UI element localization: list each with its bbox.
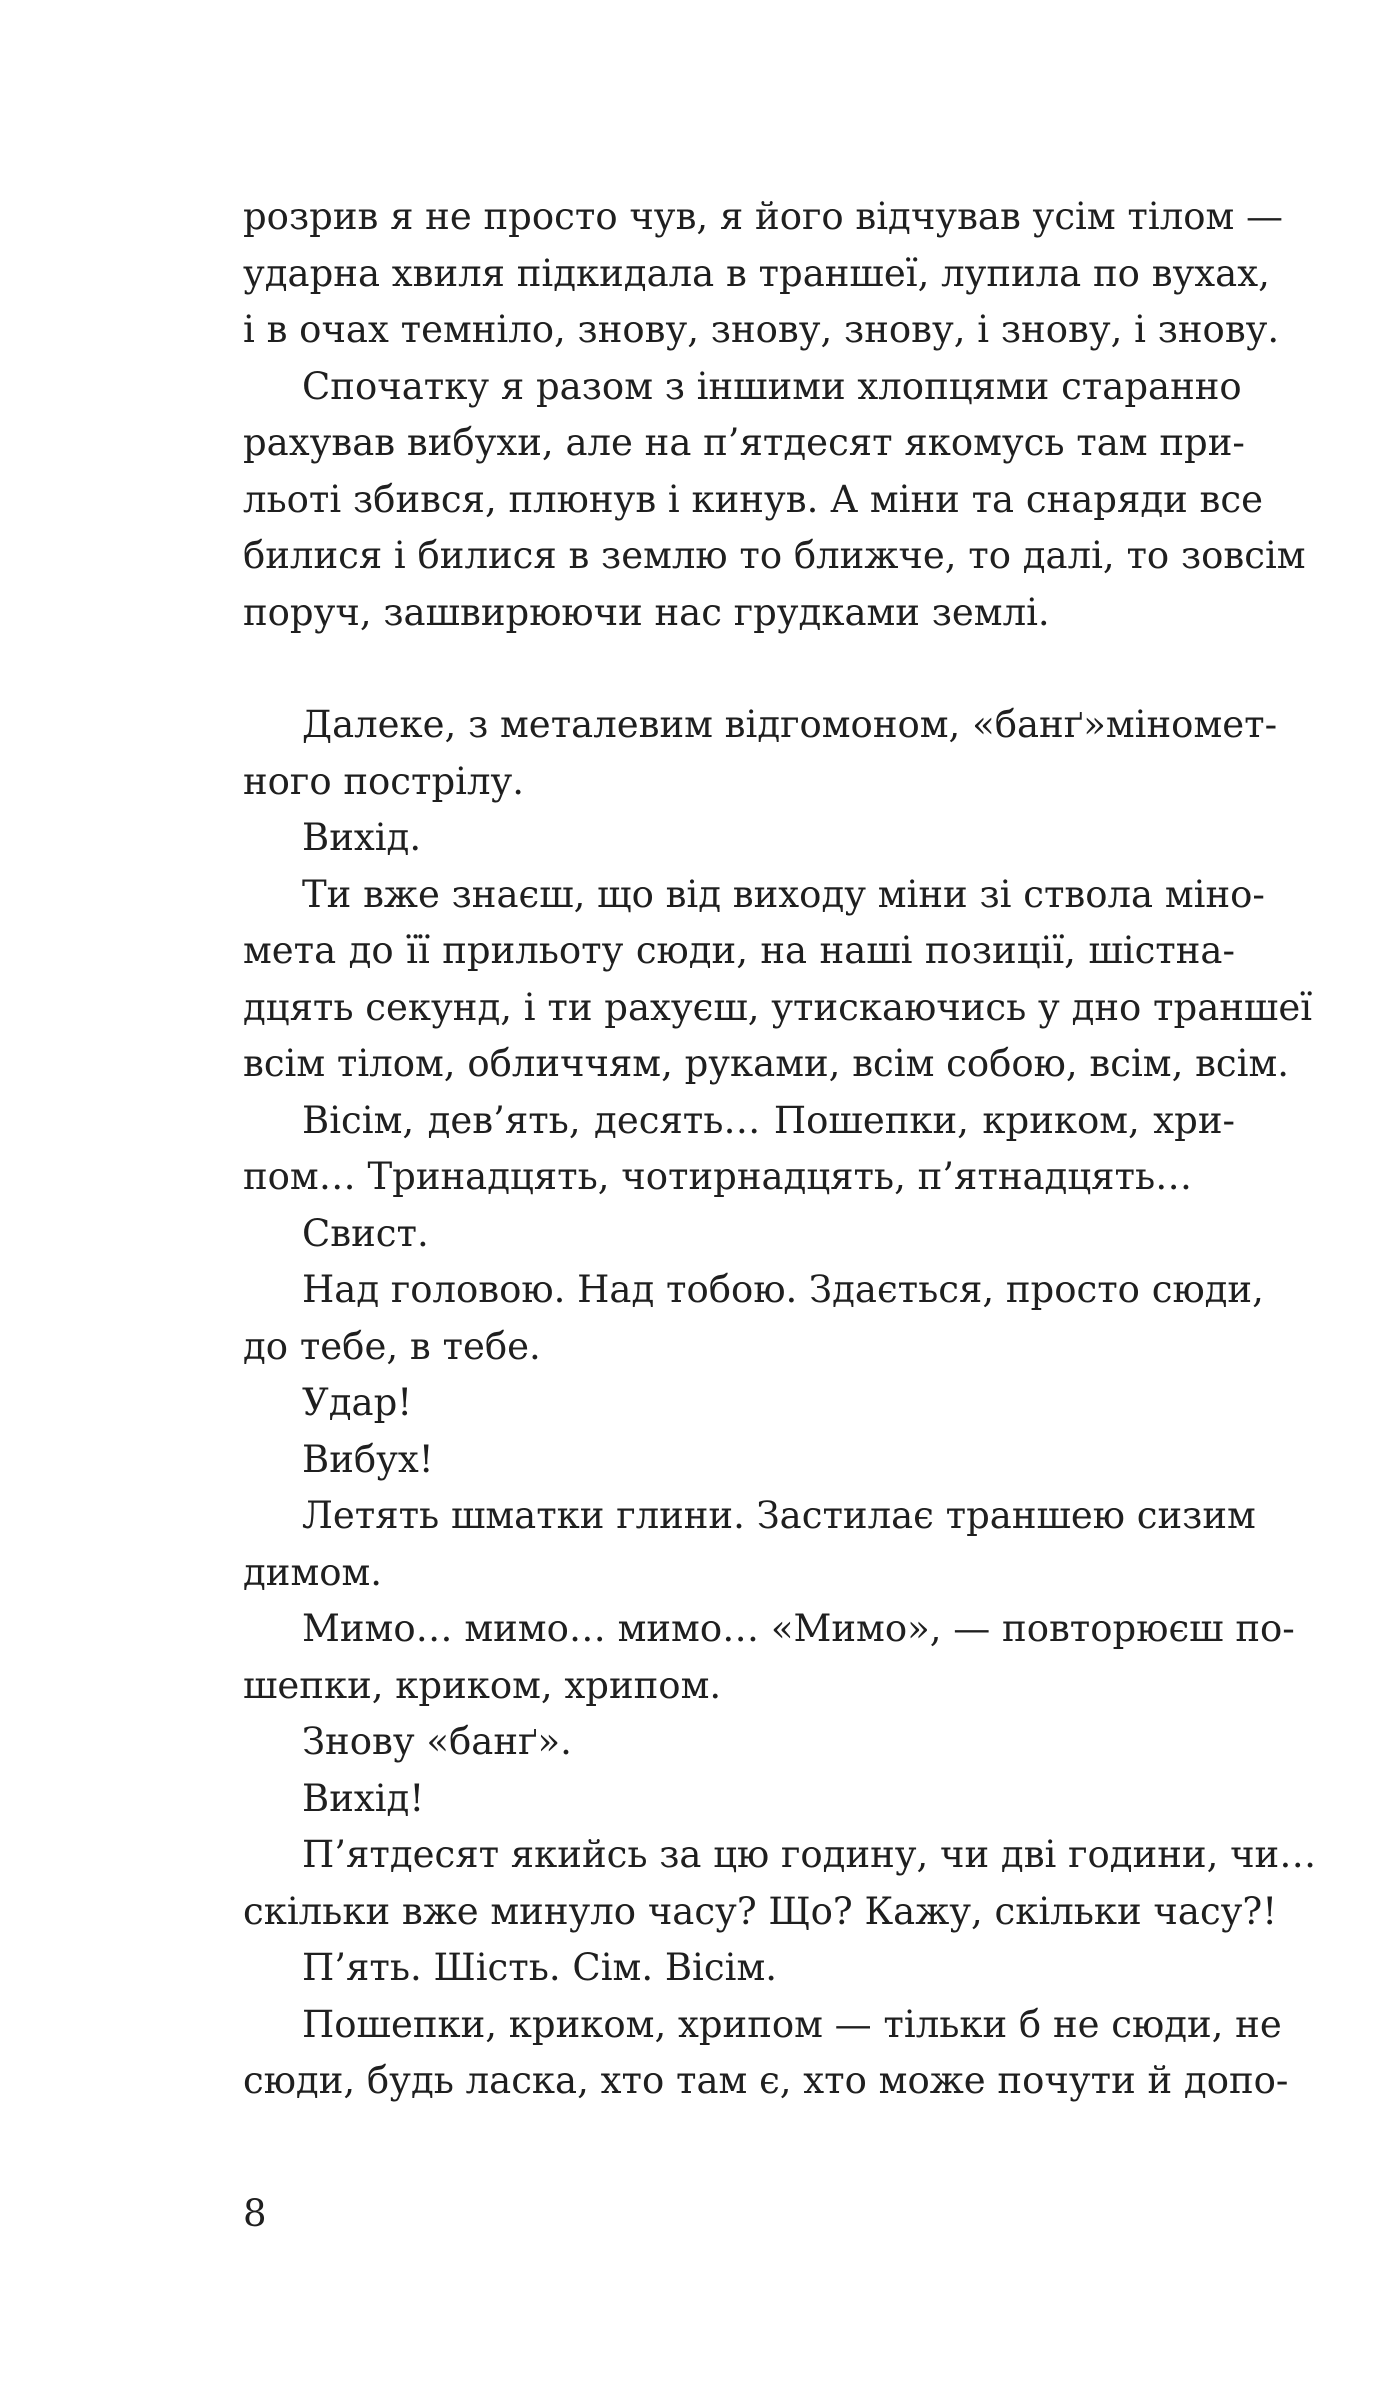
text-line: до тебе, в тебе. [243, 1324, 541, 1368]
text-line: ударна хвиля підкидала в траншеї, лупила по вухах, [243, 251, 1270, 295]
text-line: пом… Тринадцять, чотирнадцять, п’ятнадцять… [243, 1155, 1193, 1198]
text-line: мета до її прильоту сюди, на наші позиції, шістна- [243, 929, 1235, 972]
text-line: Над головою. Над тобою. Здається, просто сюди, [302, 1268, 1264, 1311]
text-line: Вісім, дев’ять, десять… Пошепки, криком, хри- [302, 1098, 1235, 1142]
body-text [243, 189, 1317, 2110]
text-line: димом. [243, 1550, 383, 1594]
text-line: Удар! [302, 1381, 413, 1424]
text-line: всім тілом, обличчям, руками, всім собою, всім, всім. [243, 1042, 1290, 1085]
page-number: 8 [243, 2192, 267, 2235]
text-line: Пошепки, криком, хрипом — тільки б не сюди, не [302, 2002, 1282, 2046]
text-line: Знову «банґ». [302, 1720, 572, 1763]
text-line: сюди, будь ласка, хто там є, хто може почути й допо- [243, 2059, 1289, 2102]
text-line: поруч, зашвирюючи нас грудками землі. [243, 590, 1050, 634]
text-line: П’ятдесят якийсь за цю годину, чи дві години, чи… [302, 1833, 1317, 1876]
text-line: і в очах темніло, знову, знову, знову, і знову, і знову. [243, 308, 1280, 351]
text-line: Вихід. [302, 816, 422, 859]
text-line: рахував вибухи, але на п’ятдесят якомусь там при- [243, 421, 1245, 464]
text-line: Летять шматки глини. Застилає траншею сизим [302, 1494, 1256, 1537]
text-line: Свист. [302, 1211, 429, 1255]
text-line: Вибух! [302, 1437, 434, 1481]
text-line: П’ять. Шість. Сім. Вісім. [302, 1946, 777, 1989]
section-break [243, 641, 1235, 697]
text-line: Спочатку я разом з іншими хлопцями старанно [302, 364, 1242, 408]
text-line: ного пострілу. [243, 759, 525, 803]
text-line: льоті збився, плюнув і кинув. А міни та снаряди все [243, 477, 1263, 521]
text-line: билися і билися в землю то ближче, то далі, то зовсім [243, 534, 1306, 577]
text-line: Вихід! [302, 1776, 425, 1820]
text-line: розрив я не просто чув, я його відчував усім тілом — [243, 195, 1284, 238]
text-line: скільки вже минуло часу? Що? Кажу, скільки часу?! [243, 1889, 1278, 1933]
text-line: Далеке, з металевим відгомоном, «банґ»міномет- [302, 703, 1278, 746]
text-line: Ти вже знаєш, що від виходу міни зі ствола міно- [302, 872, 1265, 916]
text-line: дцять секунд, і ти рахуєш, утискаючись у дно траншеї [243, 985, 1313, 1029]
text-line: шепки, криком, хрипом. [243, 1663, 722, 1707]
text-line: Мимо… мимо… мимо… «Мимо», — повторюєш по- [302, 1607, 1295, 1650]
